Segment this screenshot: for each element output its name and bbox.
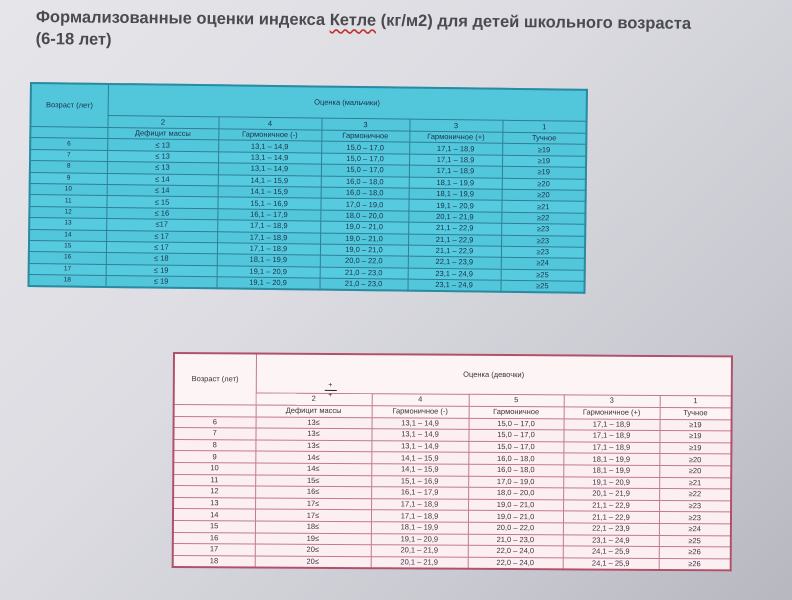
value-cell: 13,1 – 14,9 bbox=[372, 417, 469, 429]
value-cell: 19,0 – 21,0 bbox=[320, 244, 408, 256]
value-cell: ≥20 bbox=[502, 189, 586, 201]
value-cell: 24,1 – 25,9 bbox=[563, 546, 659, 558]
value-cell: ≥19 bbox=[659, 431, 731, 443]
value-cell: 16≤ bbox=[255, 486, 371, 498]
title-ketle: Кетле bbox=[329, 11, 377, 30]
value-cell: 17,0 – 19,0 bbox=[468, 476, 563, 488]
value-cell: 23,1 – 24,9 bbox=[408, 268, 501, 281]
value-cell: ≥19 bbox=[659, 442, 731, 454]
value-cell: 18,0 – 20,0 bbox=[468, 487, 563, 499]
age-cell: 16 bbox=[29, 252, 106, 264]
value-cell: 23,1 – 24,9 bbox=[563, 534, 659, 546]
girls-score-5: 1 bbox=[660, 395, 732, 408]
value-cell: 17,1 – 18,9 bbox=[217, 243, 320, 256]
value-cell: ≥25 bbox=[659, 535, 731, 547]
value-cell: 16,0 – 18,0 bbox=[468, 464, 563, 476]
value-cell: 15,0 – 17,0 bbox=[321, 153, 409, 165]
value-cell: 20,1 – 21,9 bbox=[563, 488, 659, 500]
value-cell: 18≤ bbox=[255, 521, 371, 533]
value-cell: ≤ 16 bbox=[106, 207, 217, 220]
age-cell: 15 bbox=[29, 240, 106, 252]
title-part2: (кг/м2) для детей школьного возраста bbox=[380, 11, 692, 33]
value-cell: 18,1 – 19,9 bbox=[563, 465, 659, 477]
girls-label-1: Дефицит массы bbox=[256, 405, 372, 417]
value-cell: 19,0 – 21,0 bbox=[320, 221, 408, 233]
value-cell: 17,1 – 18,9 bbox=[371, 498, 468, 510]
value-cell: 13,1 – 14,9 bbox=[371, 429, 468, 441]
value-cell: 13,1 – 14,9 bbox=[218, 163, 321, 176]
boys-score-2: 4 bbox=[218, 117, 321, 130]
value-cell: 17≤ bbox=[255, 509, 371, 521]
value-cell: 18,1 – 19,9 bbox=[371, 522, 468, 534]
value-cell: ≤ 18 bbox=[106, 253, 217, 266]
sort-arrows-icon: + + bbox=[324, 382, 336, 399]
value-cell: 14≤ bbox=[255, 463, 371, 475]
value-cell: ≥22 bbox=[501, 212, 585, 224]
value-cell: ≥22 bbox=[659, 489, 731, 501]
value-cell: 18,1 – 19,9 bbox=[409, 177, 502, 190]
age-cell: 10 bbox=[173, 462, 255, 474]
boys-label-2: Гармоничное (-) bbox=[218, 129, 321, 142]
value-cell: 21,0 – 23,0 bbox=[468, 534, 563, 546]
girls-age-header: Возраст (лет) bbox=[174, 353, 256, 405]
age-cell: 7 bbox=[30, 149, 107, 161]
girls-label-3: Гармоничное bbox=[469, 406, 564, 418]
value-cell: ≥19 bbox=[502, 166, 586, 178]
age-cell: 13 bbox=[29, 218, 106, 230]
age-cell: 6 bbox=[174, 416, 256, 428]
value-cell: ≤ 13 bbox=[107, 139, 218, 152]
value-cell: 17,1 – 18,9 bbox=[217, 231, 320, 244]
value-cell: ≤ 14 bbox=[107, 184, 218, 197]
boys-group-header: Оценка (мальчики) bbox=[108, 84, 587, 122]
value-cell: 19,0 – 21,0 bbox=[320, 233, 408, 245]
value-cell: 17,1 – 18,9 bbox=[217, 220, 320, 233]
value-cell: 21,1 – 22,9 bbox=[408, 245, 501, 258]
value-cell: 16,1 – 17,9 bbox=[371, 487, 468, 499]
girls-score-3: 5 bbox=[469, 394, 564, 407]
value-cell: ≤ 15 bbox=[106, 196, 217, 209]
value-cell: ≥23 bbox=[659, 512, 731, 524]
value-cell: ≤ 17 bbox=[106, 241, 217, 254]
boys-label-3: Гармоничное bbox=[321, 130, 409, 142]
value-cell: ≥19 bbox=[660, 419, 732, 431]
value-cell: 19,1 – 20,9 bbox=[217, 265, 320, 278]
boys-label-1: Дефицит массы bbox=[107, 127, 218, 140]
value-cell: ≥26 bbox=[659, 558, 731, 571]
boys-label-5: Тучное bbox=[502, 132, 586, 144]
age-cell: 12 bbox=[29, 206, 106, 218]
value-cell: 15,0 – 17,0 bbox=[321, 141, 409, 153]
age-cell: 17 bbox=[29, 263, 106, 275]
value-cell: 15,0 – 17,0 bbox=[321, 164, 409, 176]
value-cell: 20≤ bbox=[255, 544, 371, 556]
age-cell: 11 bbox=[173, 474, 255, 486]
age-cell: 6 bbox=[30, 138, 107, 150]
girls-score-1: + + 2 bbox=[256, 393, 372, 406]
value-cell: 16,0 – 18,0 bbox=[321, 187, 409, 199]
boys-score-4: 3 bbox=[409, 120, 502, 133]
value-cell: 20,0 – 22,0 bbox=[468, 522, 563, 534]
value-cell: 21,1 – 22,9 bbox=[563, 511, 659, 523]
value-cell: 14,1 – 15,9 bbox=[218, 186, 321, 199]
value-cell: ≤17 bbox=[106, 219, 217, 232]
value-cell: ≥25 bbox=[501, 269, 585, 281]
value-cell: 13≤ bbox=[256, 417, 372, 429]
value-cell: 17,0 – 19,0 bbox=[320, 198, 408, 210]
boys-score-5: 1 bbox=[502, 121, 586, 134]
value-cell: 20,1 – 21,9 bbox=[371, 556, 468, 569]
value-cell: 16,1 – 17,9 bbox=[217, 209, 320, 222]
table-row bbox=[173, 555, 731, 571]
value-cell: 14,1 – 15,9 bbox=[218, 174, 321, 187]
boys-score-3: 3 bbox=[321, 119, 409, 132]
value-cell: ≥19 bbox=[502, 155, 586, 167]
boys-blank-label bbox=[30, 127, 107, 139]
boys-table bbox=[27, 82, 588, 294]
value-cell: 17,1 – 18,9 bbox=[371, 510, 468, 522]
value-cell: 15≤ bbox=[255, 475, 371, 487]
value-cell: 19,1 – 20,9 bbox=[408, 199, 501, 212]
girls-table bbox=[172, 352, 733, 572]
value-cell: 19,1 – 20,9 bbox=[563, 476, 659, 488]
value-cell: 21,0 – 23,0 bbox=[320, 267, 408, 279]
age-cell: 16 bbox=[173, 532, 255, 544]
value-cell: ≤ 19 bbox=[105, 276, 216, 289]
value-cell: 17≤ bbox=[255, 498, 371, 510]
value-cell: 15,0 – 17,0 bbox=[468, 441, 563, 453]
value-cell: ≥20 bbox=[659, 465, 731, 477]
value-cell: 22,1 – 23,9 bbox=[408, 256, 501, 269]
value-cell: 18,0 – 20,0 bbox=[320, 210, 408, 222]
value-cell: 21,1 – 22,9 bbox=[563, 500, 659, 512]
value-cell: 20,1 – 21,9 bbox=[371, 545, 468, 557]
value-cell: 16,0 – 18,0 bbox=[468, 453, 563, 465]
value-cell: 23,1 – 24,9 bbox=[407, 279, 500, 292]
value-cell: 21,1 – 22,9 bbox=[408, 222, 501, 235]
value-cell: ≥20 bbox=[659, 454, 731, 466]
value-cell: 13,1 – 14,9 bbox=[218, 140, 321, 153]
girls-label-2: Гармоничное (-) bbox=[372, 406, 469, 418]
age-cell: 9 bbox=[30, 172, 107, 184]
value-cell: 16,0 – 18,0 bbox=[321, 176, 409, 188]
value-cell: 14,1 – 15,9 bbox=[371, 452, 468, 464]
value-cell: 17,1 – 18,9 bbox=[409, 143, 502, 156]
value-cell: 19,0 – 21,0 bbox=[468, 511, 563, 523]
value-cell: 14≤ bbox=[255, 451, 371, 463]
value-cell: 19,0 – 21,0 bbox=[468, 499, 563, 511]
value-cell: 17,1 – 18,9 bbox=[409, 165, 502, 178]
age-cell: 13 bbox=[173, 497, 255, 509]
value-cell: 14,1 – 15,9 bbox=[371, 464, 468, 476]
value-cell: 22,0 – 24,0 bbox=[468, 557, 563, 570]
girls-label-5: Тучное bbox=[660, 407, 732, 419]
value-cell: ≥23 bbox=[501, 235, 585, 247]
value-cell: 20,0 – 22,0 bbox=[320, 255, 408, 267]
age-cell: 11 bbox=[29, 195, 106, 207]
value-cell: 15,1 – 16,9 bbox=[217, 197, 320, 210]
title-part1: Формализованные оценки индекса bbox=[35, 7, 326, 30]
value-cell: 20,1 – 21,9 bbox=[408, 211, 501, 224]
value-cell: ≥24 bbox=[501, 258, 585, 270]
value-cell: 20≤ bbox=[255, 556, 371, 569]
value-cell: 19,1 – 20,9 bbox=[216, 277, 319, 290]
age-cell: 14 bbox=[173, 509, 255, 521]
title-line2: (6-18 лет) bbox=[35, 29, 112, 49]
age-cell: 7 bbox=[173, 428, 255, 440]
value-cell: 19≤ bbox=[255, 533, 371, 545]
value-cell: 17,1 – 18,9 bbox=[564, 418, 660, 430]
value-cell: 15,1 – 16,9 bbox=[371, 475, 468, 487]
value-cell: ≥20 bbox=[502, 178, 586, 190]
value-cell: 13≤ bbox=[255, 440, 371, 452]
value-cell: 18,1 – 19,9 bbox=[217, 254, 320, 267]
value-cell: 13,1 – 14,9 bbox=[371, 440, 468, 452]
value-cell: ≤ 14 bbox=[107, 173, 218, 186]
value-cell: ≤ 19 bbox=[106, 264, 217, 277]
value-cell: 22,0 – 24,0 bbox=[468, 545, 563, 557]
value-cell: ≤ 17 bbox=[106, 230, 217, 243]
value-cell: 13,1 – 14,9 bbox=[218, 152, 321, 165]
value-cell: 22,1 – 23,9 bbox=[563, 523, 659, 535]
age-cell: 12 bbox=[173, 486, 255, 498]
age-cell: 8 bbox=[173, 439, 255, 451]
value-cell: ≥26 bbox=[659, 547, 731, 559]
boys-label-4: Гармоничное (+) bbox=[409, 131, 502, 144]
boys-age-header: Возраст (лет) bbox=[30, 83, 108, 127]
girls-group-header: Оценка (девочки) bbox=[256, 354, 732, 396]
age-cell: 18 bbox=[29, 275, 106, 288]
age-cell: 10 bbox=[30, 183, 107, 195]
girls-score-2: 4 bbox=[372, 394, 469, 407]
boys-score-1: 2 bbox=[107, 116, 218, 129]
age-cell: 14 bbox=[29, 229, 106, 241]
value-cell: ≥21 bbox=[501, 201, 585, 213]
value-cell: 21,1 – 22,9 bbox=[408, 234, 501, 247]
value-cell: 15,0 – 17,0 bbox=[468, 429, 563, 441]
age-cell: 15 bbox=[173, 520, 255, 532]
value-cell: 17,1 – 18,9 bbox=[409, 154, 502, 167]
value-cell: ≥21 bbox=[659, 477, 731, 489]
value-cell: ≤ 13 bbox=[107, 162, 218, 175]
value-cell: 15,0 – 17,0 bbox=[469, 418, 564, 430]
value-cell: ≥23 bbox=[501, 246, 585, 258]
age-cell: 18 bbox=[173, 555, 255, 568]
value-cell: ≥23 bbox=[659, 500, 731, 512]
age-cell: 8 bbox=[30, 161, 107, 173]
page-title bbox=[36, 6, 776, 58]
age-cell: 17 bbox=[173, 544, 255, 556]
value-cell: ≥23 bbox=[501, 223, 585, 235]
value-cell: 24,1 – 25,9 bbox=[563, 558, 659, 571]
value-cell: ≥19 bbox=[502, 144, 586, 156]
age-cell: 9 bbox=[173, 451, 255, 463]
value-cell: 19,1 – 20,9 bbox=[371, 533, 468, 545]
girls-blank-label bbox=[174, 405, 256, 417]
value-cell: 18,1 – 19,9 bbox=[563, 453, 659, 465]
girls-score-4: 3 bbox=[564, 395, 660, 408]
value-cell: 21,0 – 23,0 bbox=[319, 278, 407, 291]
value-cell: 17,1 – 18,9 bbox=[563, 442, 659, 454]
value-cell: 13≤ bbox=[255, 428, 371, 440]
value-cell: ≥25 bbox=[500, 280, 584, 293]
value-cell: 18,1 – 19,9 bbox=[409, 188, 502, 201]
value-cell: 17,1 – 18,9 bbox=[563, 430, 659, 442]
value-cell: ≤ 13 bbox=[107, 150, 218, 163]
girls-label-4: Гармоничное (+) bbox=[564, 407, 660, 419]
value-cell: ≥24 bbox=[659, 523, 731, 535]
